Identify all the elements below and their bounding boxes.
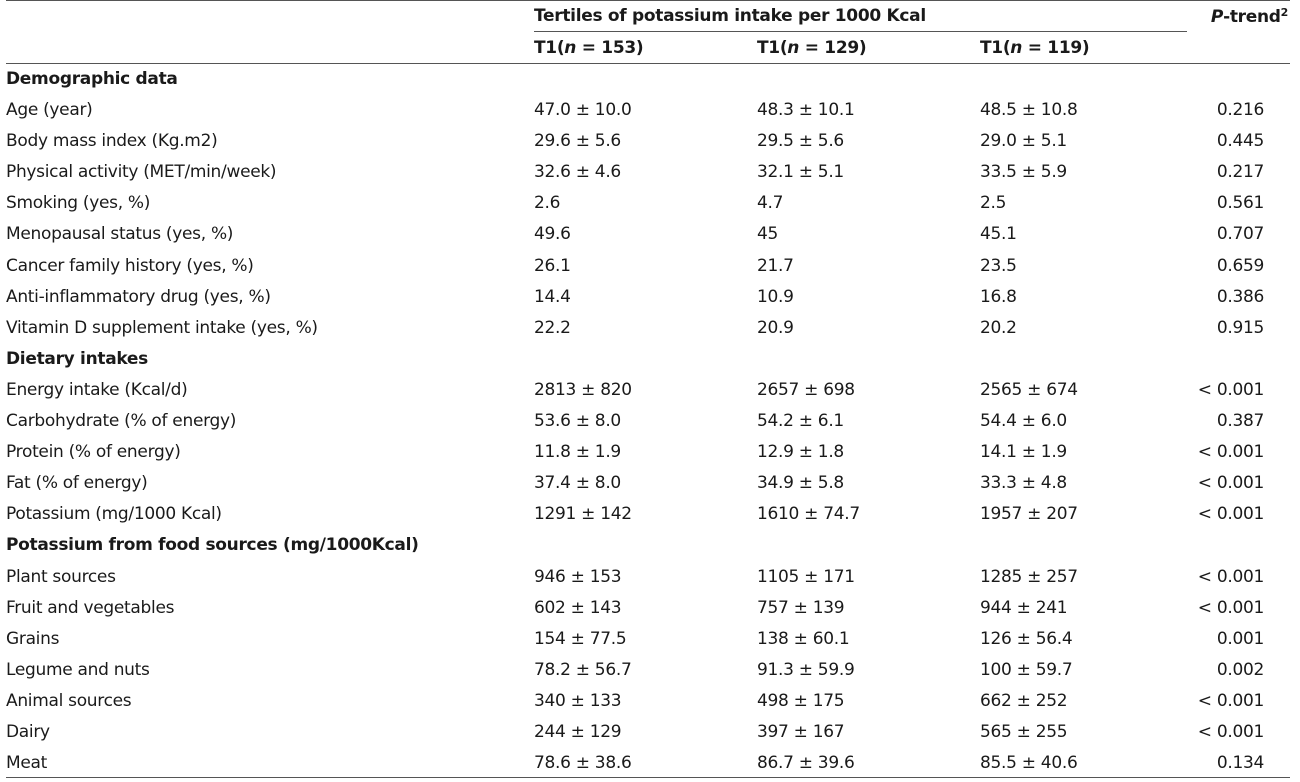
table-header — [0, 0, 1300, 64]
tertile-3-value: 54.4 ± 6.0 — [980, 411, 1067, 432]
row-label: Physical activity (MET/min/week) — [6, 162, 277, 183]
row-label: Carbohydrate (% of energy) — [6, 411, 237, 432]
section-header-row — [0, 344, 1300, 375]
table-row — [0, 686, 1300, 717]
tertile-2-value: 29.5 ± 5.6 — [757, 131, 844, 152]
p-trend-value: 0.445 — [1216, 131, 1264, 152]
tertile-2-value: 86.7 ± 39.6 — [757, 753, 855, 774]
tertile-3-value: 33.3 ± 4.8 — [980, 473, 1067, 494]
table-row — [0, 95, 1300, 126]
table-row — [0, 748, 1300, 779]
row-label: Legume and nuts — [6, 659, 150, 680]
p-trend-value: < 0.001 — [1197, 442, 1264, 463]
column-header-tertile-3: T1(n = 119) — [980, 38, 1090, 58]
table-row — [0, 313, 1300, 344]
table-row — [0, 624, 1300, 655]
p-trend-value: 0.659 — [1216, 255, 1264, 276]
table-row — [0, 468, 1300, 499]
table-body — [0, 64, 1300, 779]
tertile-2-value: 138 ± 60.1 — [757, 628, 850, 649]
row-label: Energy intake (Kcal/d) — [6, 379, 188, 400]
tertile-2-value: 498 ± 175 — [757, 690, 845, 711]
table-row — [0, 219, 1300, 250]
table-row — [0, 375, 1300, 406]
tertile-1-value: 244 ± 129 — [534, 721, 622, 742]
tertile-2-value: 20.9 — [757, 317, 794, 338]
table-row — [0, 499, 1300, 530]
section-header-row — [0, 64, 1300, 95]
spanning-header: Tertiles of potassium intake per 1000 Kcal — [534, 6, 926, 26]
table-row — [0, 251, 1300, 282]
p-trend-value: 0.217 — [1216, 162, 1264, 183]
tertile-3-value: 944 ± 241 — [980, 597, 1068, 618]
tertile-1-value: 32.6 ± 4.6 — [534, 162, 621, 183]
tertile-1-value: 49.6 — [534, 224, 571, 245]
p-trend-value: 0.002 — [1216, 659, 1264, 680]
tertile-2-value: 91.3 ± 59.9 — [757, 659, 855, 680]
tertile-3-value: 20.2 — [980, 317, 1017, 338]
row-label: Animal sources — [6, 690, 132, 711]
p-trend-value: 0.001 — [1216, 628, 1264, 649]
p-trend-value: < 0.001 — [1197, 379, 1264, 400]
spanning-header-rule — [534, 31, 1187, 32]
tertile-2-value: 12.9 ± 1.8 — [757, 442, 844, 463]
row-label: Protein (% of energy) — [6, 442, 181, 463]
tertile-3-value: 1957 ± 207 — [980, 504, 1078, 525]
tertile-2-value: 54.2 ± 6.1 — [757, 411, 844, 432]
row-label: Potassium (mg/1000 Kcal) — [6, 504, 222, 525]
row-label: Vitamin D supplement intake (yes, %) — [6, 317, 318, 338]
p-trend-value: < 0.001 — [1197, 721, 1264, 742]
tertile-3-value: 565 ± 255 — [980, 721, 1068, 742]
tertile-1-value: 11.8 ± 1.9 — [534, 442, 621, 463]
tertile-3-value: 29.0 ± 5.1 — [980, 131, 1067, 152]
tertile-2-value: 1610 ± 74.7 — [757, 504, 860, 525]
table-row — [0, 437, 1300, 468]
tertile-3-value: 662 ± 252 — [980, 690, 1068, 711]
bottom-rule — [6, 777, 1290, 778]
row-label: Anti-inflammatory drug (yes, %) — [6, 286, 271, 307]
tertile-3-value: 126 ± 56.4 — [980, 628, 1073, 649]
tertile-3-value: 48.5 ± 10.8 — [980, 100, 1078, 121]
tertile-1-value: 2813 ± 820 — [534, 379, 632, 400]
section-title: Demographic data — [6, 69, 178, 89]
p-trend-value: 0.561 — [1216, 193, 1264, 214]
tertile-1-value: 2.6 — [534, 193, 561, 214]
tertile-1-value: 26.1 — [534, 255, 571, 276]
tertile-3-value: 33.5 ± 5.9 — [980, 162, 1067, 183]
section-title: Dietary intakes — [6, 348, 148, 369]
p-trend-value: 0.134 — [1216, 753, 1264, 774]
tertile-3-value: 16.8 — [980, 286, 1017, 307]
p-trend-value: < 0.001 — [1197, 690, 1264, 711]
tertile-1-value: 946 ± 153 — [534, 566, 622, 587]
row-label: Plant sources — [6, 566, 116, 587]
p-trend-value: 0.386 — [1216, 286, 1264, 307]
tertile-1-value: 602 ± 143 — [534, 597, 622, 618]
row-label: Fat (% of energy) — [6, 473, 148, 494]
tertile-1-value: 14.4 — [534, 286, 571, 307]
tertile-2-value: 21.7 — [757, 255, 794, 276]
tertile-1-value: 22.2 — [534, 317, 571, 338]
table-row — [0, 126, 1300, 157]
row-label: Age (year) — [6, 100, 93, 121]
p-trend-value: < 0.001 — [1197, 566, 1264, 587]
tertile-2-value: 4.7 — [757, 193, 784, 214]
table-row — [0, 282, 1300, 313]
tertile-2-value: 10.9 — [757, 286, 794, 307]
row-label: Dairy — [6, 721, 50, 742]
tertile-2-value: 45 — [757, 224, 779, 245]
tertile-1-value: 154 ± 77.5 — [534, 628, 627, 649]
tertile-1-value: 29.6 ± 5.6 — [534, 131, 621, 152]
tertile-2-value: 397 ± 167 — [757, 721, 845, 742]
p-trend-header: P-trend$^2$ — [1210, 6, 1288, 27]
p-trend-value: 0.707 — [1216, 224, 1264, 245]
table-row — [0, 593, 1300, 624]
tertile-1-value: 78.2 ± 56.7 — [534, 659, 632, 680]
row-label: Cancer family history (yes, %) — [6, 255, 254, 276]
p-trend-value: < 0.001 — [1197, 504, 1264, 525]
table-row — [0, 157, 1300, 188]
table-row — [0, 655, 1300, 686]
tertile-3-value: 2.5 — [980, 193, 1007, 214]
tertile-2-value: 34.9 ± 5.8 — [757, 473, 844, 494]
p-trend-value: 0.216 — [1216, 100, 1264, 121]
row-label: Fruit and vegetables — [6, 597, 175, 618]
row-label: Menopausal status (yes, %) — [6, 224, 234, 245]
tertile-3-value: 45.1 — [980, 224, 1017, 245]
column-header-tertile-2: T1(n = 129) — [757, 38, 867, 58]
tertile-2-value: 2657 ± 698 — [757, 379, 855, 400]
p-trend-value: 0.387 — [1216, 411, 1264, 432]
tertile-3-value: 23.5 — [980, 255, 1017, 276]
tertile-1-value: 78.6 ± 38.6 — [534, 753, 632, 774]
table-row — [0, 406, 1300, 437]
tertile-3-value: 1285 ± 257 — [980, 566, 1078, 587]
p-trend-value: < 0.001 — [1197, 597, 1264, 618]
tertile-1-value: 1291 ± 142 — [534, 504, 632, 525]
row-label: Grains — [6, 628, 60, 649]
row-label: Meat — [6, 753, 48, 774]
tertile-2-value: 757 ± 139 — [757, 597, 845, 618]
tertile-2-value: 48.3 ± 10.1 — [757, 100, 855, 121]
section-header-row — [0, 530, 1300, 561]
tertile-3-value: 14.1 ± 1.9 — [980, 442, 1067, 463]
column-header-tertile-1: T1(n = 153) — [534, 38, 644, 58]
tertile-1-value: 53.6 ± 8.0 — [534, 411, 621, 432]
tertile-3-value: 100 ± 59.7 — [980, 659, 1073, 680]
tertile-1-value: 47.0 ± 10.0 — [534, 100, 632, 121]
row-label: Smoking (yes, %) — [6, 193, 151, 214]
table-row — [0, 717, 1300, 748]
tertile-1-value: 340 ± 133 — [534, 690, 622, 711]
tertile-3-value: 85.5 ± 40.6 — [980, 753, 1078, 774]
section-title: Potassium from food sources (mg/1000Kcal) — [6, 535, 419, 556]
table-row — [0, 188, 1300, 219]
tertile-2-value: 1105 ± 171 — [757, 566, 855, 587]
row-label: Body mass index (Kg.m2) — [6, 131, 218, 152]
p-trend-value: < 0.001 — [1197, 473, 1264, 494]
table-row — [0, 562, 1300, 593]
tertile-1-value: 37.4 ± 8.0 — [534, 473, 621, 494]
tertile-3-value: 2565 ± 674 — [980, 379, 1078, 400]
p-trend-value: 0.915 — [1216, 317, 1264, 338]
tertile-2-value: 32.1 ± 5.1 — [757, 162, 844, 183]
